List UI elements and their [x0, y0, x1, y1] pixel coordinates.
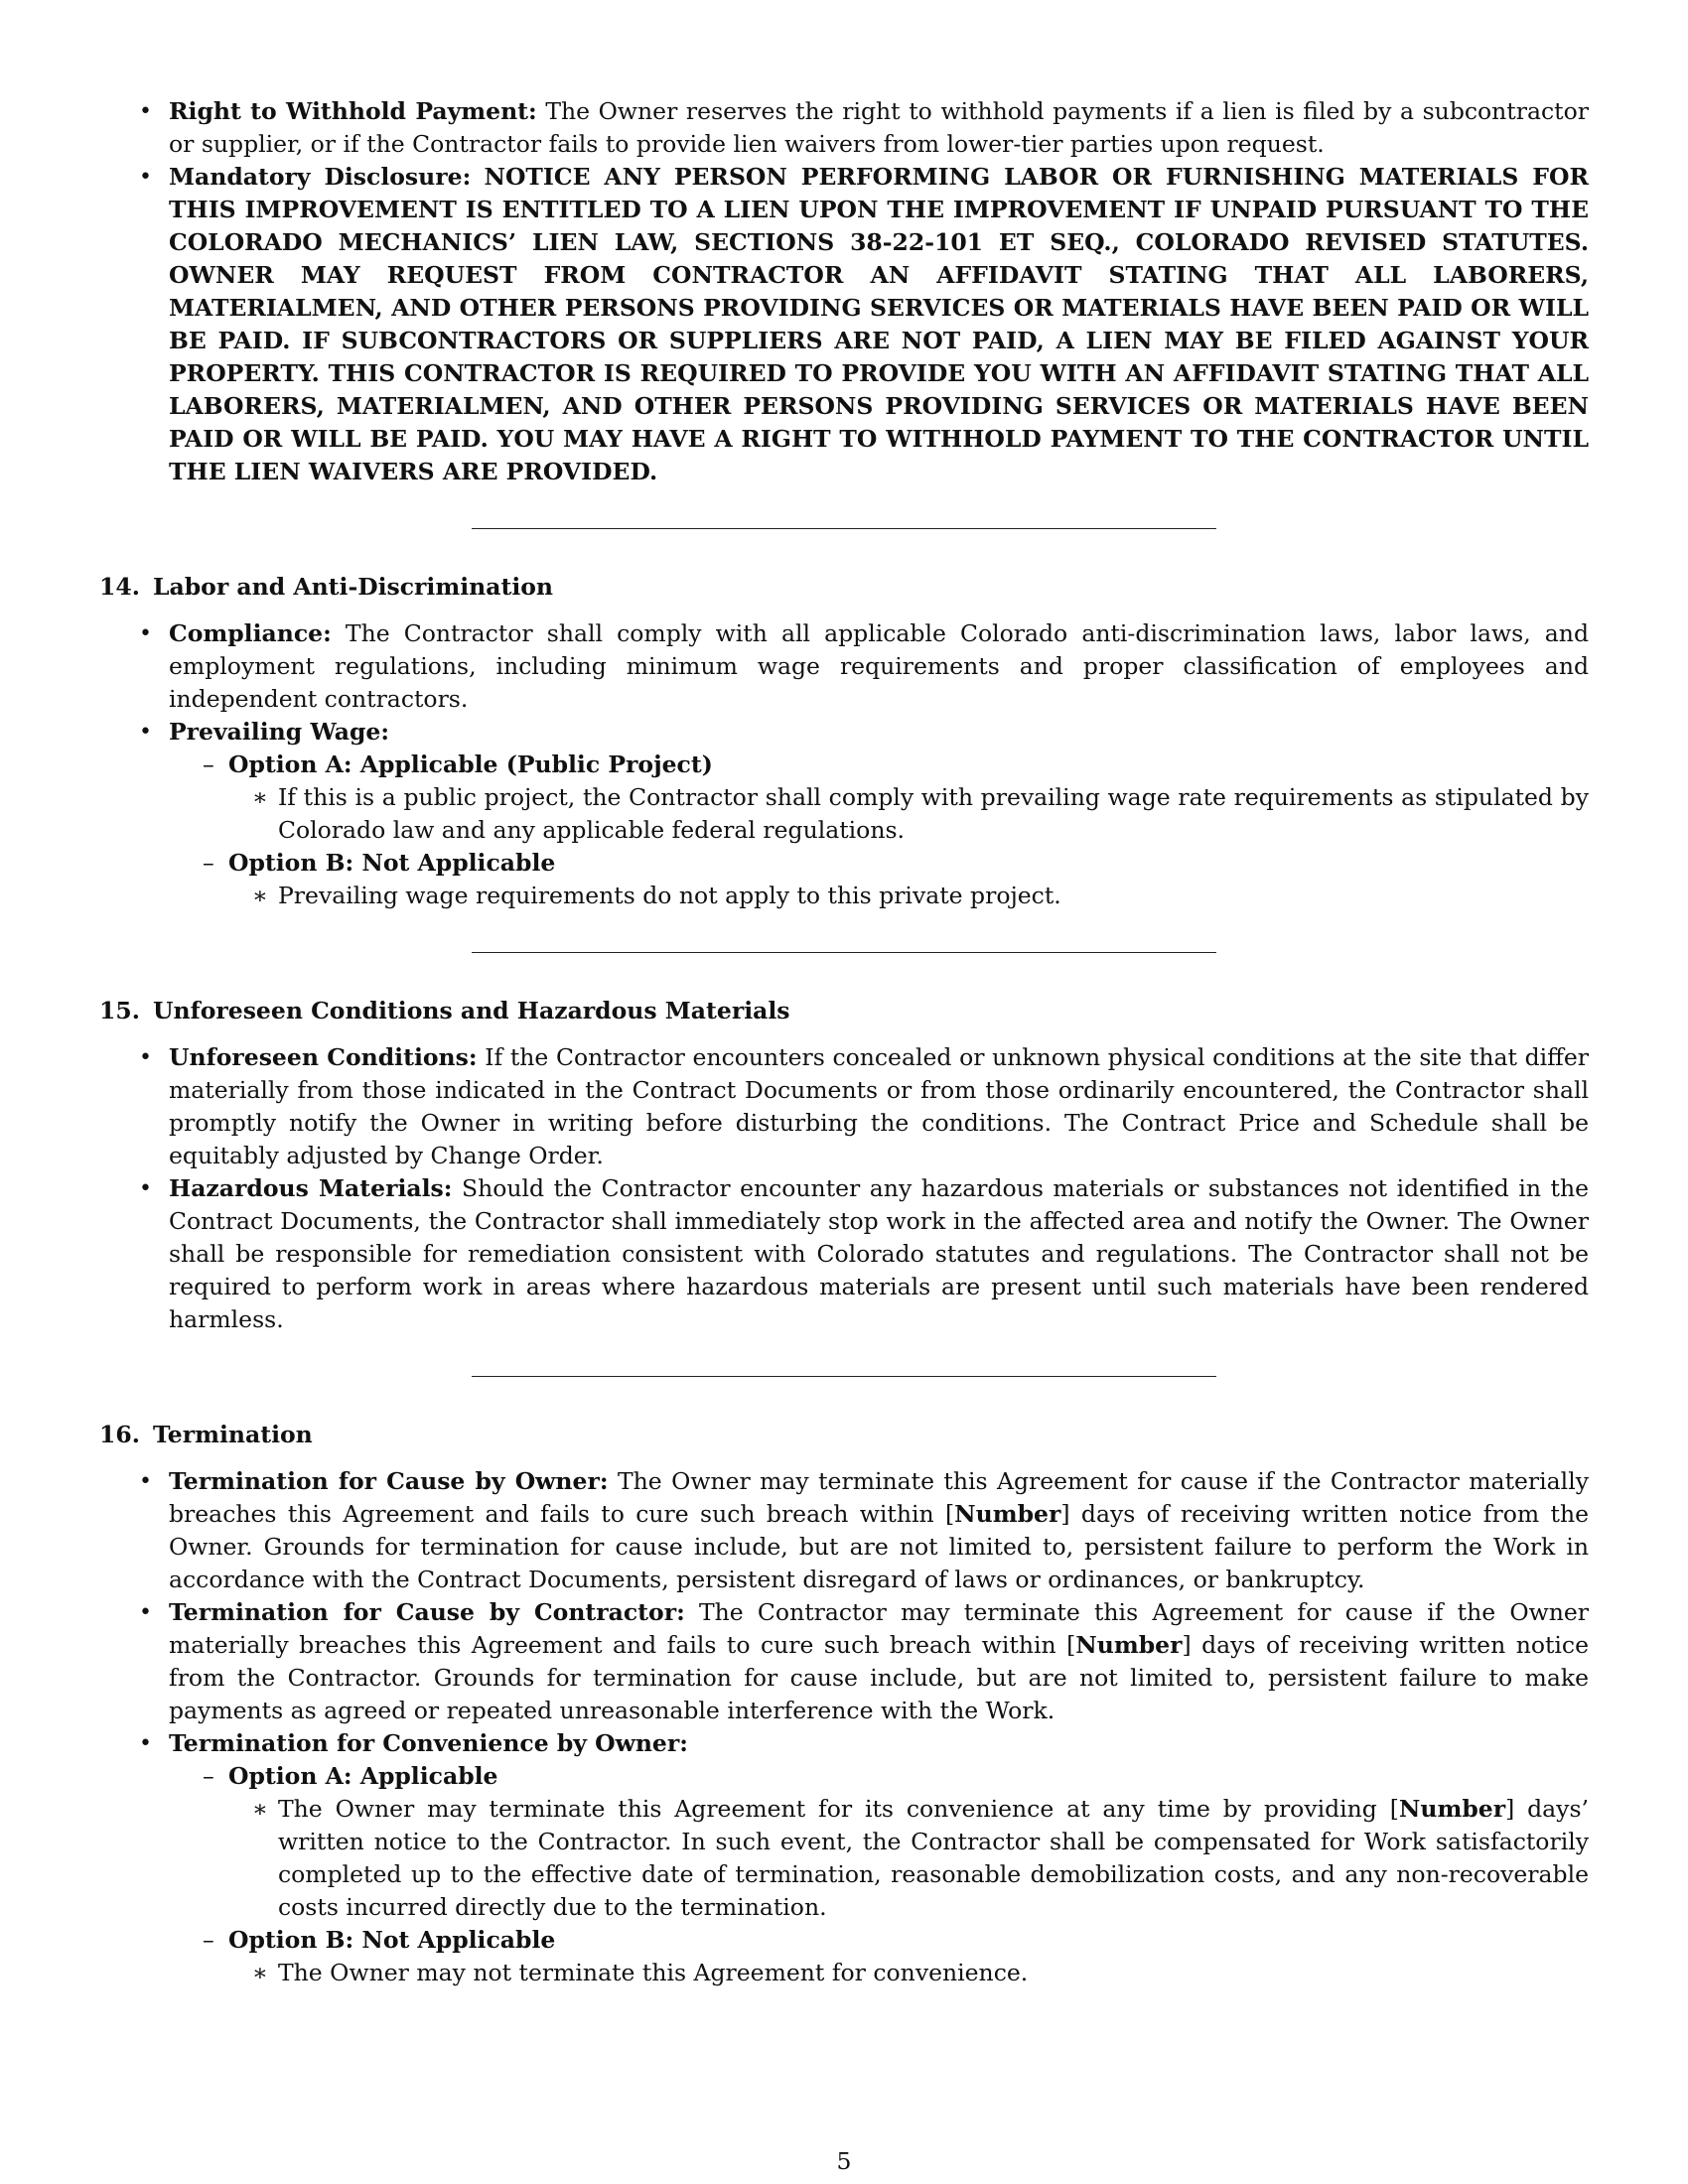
owner-cause-text-post: ] days of receiving written notice from the Owner. Grounds for termination for cause include, but are not limited to, persistent failure to perform the Work in accordance with the Contract Documents, persistent disregard of laws or ordinances, or bankruptcy.	[169, 1500, 1589, 1593]
option-a-label: Option A: Applicable (Public Project)	[228, 751, 713, 778]
page-content	[99, 95, 1589, 1989]
section-divider	[472, 1376, 1216, 1377]
compliance-label: Compliance:	[169, 619, 332, 647]
withhold-text: The Owner reserves the right to withhold payments if a lien is filed by a subcontractor or supplier, or if the Contractor fails to provide lien waivers from lower-tier parties upon request.	[169, 97, 1589, 158]
option-b-details	[228, 880, 1589, 912]
section-14-heading	[99, 571, 1589, 604]
section-title: Unforeseen Conditions and Hazardous Materials	[153, 997, 790, 1024]
section-15-heading	[99, 995, 1589, 1027]
section-15-list	[99, 1041, 1589, 1336]
disclosure-label: Mandatory Disclosure:	[169, 163, 472, 191]
hazardous-text: Should the Contractor encounter any hazardous materials or substances not identified in the Contract Documents, the Contractor shall immediately stop work in the affected area and notify the Owner. The Owner shall be responsible for remediation consistent with Colorado statutes and regulations. The Contractor shall not be required to perform work in areas where hazardous materials are present until such materials have been rendered harmless.	[169, 1174, 1589, 1333]
option-b	[169, 1924, 1589, 1989]
section-number: 15.	[99, 997, 140, 1024]
prevailing-wage-options	[169, 749, 1589, 912]
list-item-contractor-cause	[99, 1596, 1589, 1727]
number-placeholder: Number	[954, 1500, 1061, 1528]
option-b-label: Option B: Not Applicable	[228, 849, 556, 877]
option-b-label: Option B: Not Applicable	[228, 1926, 556, 1954]
unforeseen-text: If the Contractor encounters concealed or unknown physical conditions at the site that differ materially from those indicated in the Contract Documents or from those ordinarily encountered, the Contractor shall promptly notify the Owner in writing before disturbing the conditions. The Contract Price and Schedule shall be equitably adjusted by Change Order.	[169, 1043, 1589, 1169]
convenience-label: Termination for Convenience by Owner:	[169, 1729, 688, 1757]
option-a-text-post: ] days’ written notice to the Contractor. In such event, the Contractor shall be compensated for Work satisfactorily completed up to the effective date of termination, reasonable demobilization costs, and any non-recoverable costs incurred directly due to the termination.	[278, 1795, 1589, 1921]
number-placeholder: Number	[1398, 1795, 1506, 1823]
section-divider	[472, 528, 1216, 529]
number-placeholder: Number	[1075, 1631, 1183, 1659]
section-13-list	[99, 95, 1589, 488]
list-item-unforeseen	[99, 1041, 1589, 1172]
contractor-cause-label: Termination for Cause by Contractor:	[169, 1598, 685, 1626]
list-item-hazardous	[99, 1172, 1589, 1336]
option-b-text: ∗ Prevailing wage requirements do not apply to this private project.	[228, 880, 1589, 912]
list-item-owner-cause	[99, 1465, 1589, 1596]
option-a-text-pre: The Owner may terminate this Agreement for its convenience at any time by providing [	[278, 1795, 1399, 1823]
convenience-options	[169, 1760, 1589, 1989]
option-a	[169, 1760, 1589, 1924]
owner-cause-text-pre: The Owner may terminate this Agreement for cause if the Contractor materially breaches this Agreement and fails to cure such breach within [	[169, 1467, 1589, 1528]
section-number: 14.	[99, 573, 140, 601]
list-item-compliance	[99, 617, 1589, 716]
contractor-cause-text-post: ] days of receiving written notice from the Contractor. Grounds for termination for cause include, but are not limited to, persistent failure to make payments as agreed or repeated unreasonable interference with the Work.	[169, 1631, 1589, 1724]
list-item-prevailing-wage	[99, 716, 1589, 912]
owner-cause-label: Termination for Cause by Owner:	[169, 1467, 609, 1495]
hazardous-label: Hazardous Materials:	[169, 1174, 453, 1202]
section-16-heading	[99, 1419, 1589, 1451]
option-a-text	[228, 1793, 1589, 1924]
disclosure-text: NOTICE ANY PERSON PERFORMING LABOR OR FURNISHING MATERIALS FOR THIS IMPROVEMENT IS ENTITLED TO A LIEN UPON THE IMPROVEMENT IF UNPAID PURSUANT TO THE COLORADO MECHANICS’ LIEN LAW, SECTIONS 38-22-101 ET SEQ., COLORADO REVISED STATUTES. OWNER MAY REQUEST FROM CONTRACTOR AN AFFIDAVIT STATING THAT ALL LABORERS, MATERIALMEN, AND OTHER PERSONS PROVIDING SERVICES OR MATERIALS HAVE BEEN PAID OR WILL BE PAID. IF SUBCONTRACTORS OR SUPPLIERS ARE NOT PAID, A LIEN MAY BE FILED AGAINST YOUR PROPERTY. THIS CONTRACTOR IS REQUIRED TO PROVIDE YOU WITH AN AFFIDAVIT STATING THAT ALL LABORERS, MATERIALMEN, AND OTHER PERSONS PROVIDING SERVICES OR MATERIALS HAVE BEEN PAID OR WILL BE PAID. YOU MAY HAVE A RIGHT TO WITHHOLD PAYMENT TO THE CONTRACTOR UNTIL THE LIEN WAIVERS ARE PROVIDED.	[169, 163, 1589, 485]
list-item-withhold	[99, 95, 1589, 161]
section-number: 16.	[99, 1421, 140, 1448]
withhold-label: Right to Withhold Payment:	[169, 97, 537, 125]
list-item-disclosure	[99, 161, 1589, 488]
option-b-text: ∗ The Owner may not terminate this Agreement for convenience.	[228, 1957, 1589, 1989]
section-14-list	[99, 617, 1589, 912]
unforeseen-label: Unforeseen Conditions:	[169, 1043, 478, 1071]
option-b-details	[228, 1957, 1589, 1989]
option-a-text: ∗ If this is a public project, the Contractor shall comply with prevailing wage rate requirements as stipulated by Colorado law and any applicable federal regulations.	[228, 781, 1589, 847]
list-item-convenience	[99, 1727, 1589, 1989]
page-number: 5	[836, 2147, 852, 2175]
prevailing-wage-label: Prevailing Wage:	[169, 718, 389, 746]
compliance-text: The Contractor shall comply with all applicable Colorado anti-discrimination laws, labor laws, and employment regulations, including minimum wage requirements and proper classification of employees and independent contractors.	[169, 619, 1589, 713]
option-a	[169, 749, 1589, 847]
contractor-cause-text-pre: The Contractor may terminate this Agreement for cause if the Owner materially breaches this Agreement and fails to cure such breach within [	[169, 1598, 1589, 1659]
section-title: Termination	[153, 1421, 313, 1448]
section-divider	[472, 952, 1216, 953]
option-b	[169, 847, 1589, 912]
section-title: Labor and Anti-Discrimination	[153, 573, 553, 601]
option-a-details	[228, 1793, 1589, 1924]
option-a-details	[228, 781, 1589, 847]
section-16-list	[99, 1465, 1589, 1989]
option-a-label: Option A: Applicable	[228, 1762, 498, 1790]
